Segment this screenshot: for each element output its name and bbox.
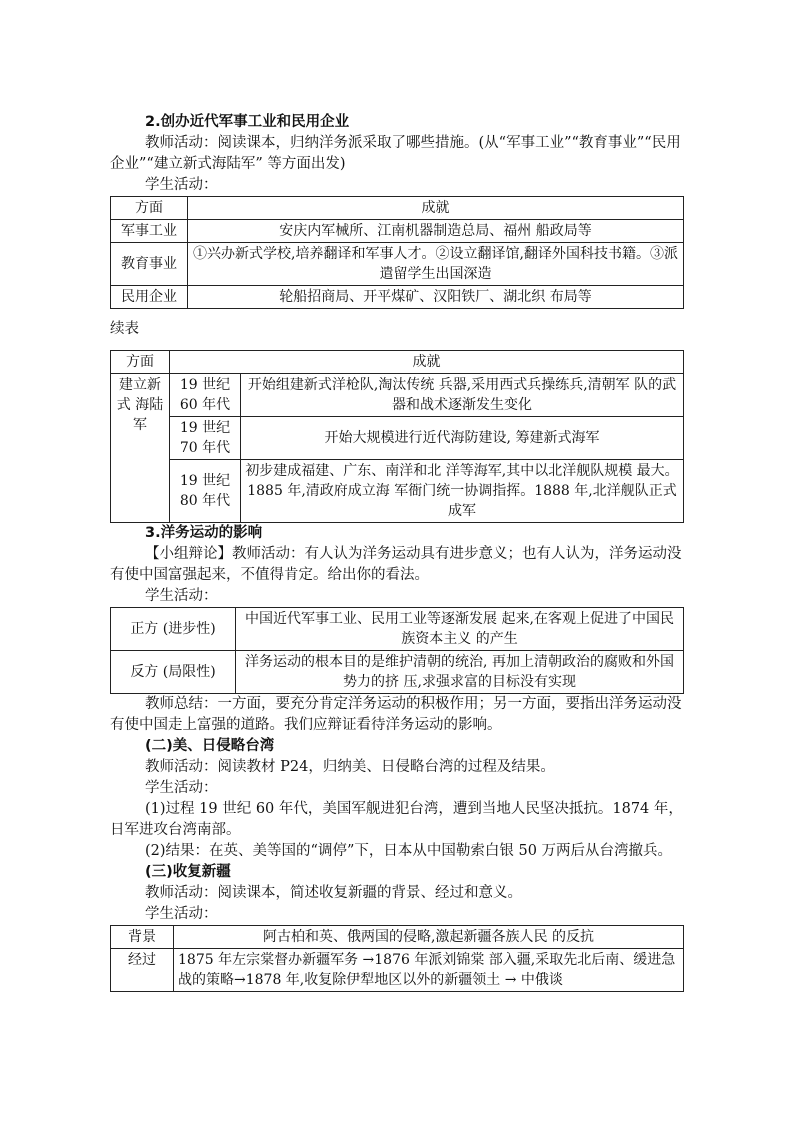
teacher-activity: 教师活动：阅读课本，归纳洋务派采取了哪些措施。(从“军事工业”“教育事业”“民用企业”“建立新式海陆军” 等方面出发): [110, 135, 681, 172]
period-cell: 19 世纪 60 年代: [170, 374, 241, 417]
continued-table: [110, 350, 684, 523]
achievement-cell: 初步建成福建、广东、南洋和北 洋等海军,其中以北洋舰队规模 最大。1885 年,清政府成立海 军衙门统一协调指挥。1888 年,北洋舰队正式成军: [241, 460, 684, 523]
side-cell: 正方 (进步性): [111, 608, 236, 651]
debate-table: [110, 607, 684, 694]
continued-label: 续表: [110, 321, 139, 337]
achievement-cell: 安庆内军械所、江南机器制造总局、福州 船政局等: [188, 220, 684, 243]
table-row: [111, 949, 684, 992]
achievement-cell: 开始大规模进行近代海防建设, 筹建新式海军: [241, 417, 684, 460]
content-cell: 1875 年左宗棠督办新疆军务 →1876 年派刘锦棠 部入疆,采取先北后南、缓进急战的策略→1878 年,收复除伊犁地区以外的新疆领土 → 中俄谈: [174, 949, 684, 992]
achievement-cell: 开始组建新式洋枪队,淘汰传统 兵器,采用西式兵操练兵,清朝军 队的武器和战术逐渐发生变化: [241, 374, 684, 417]
label-cell: 经过: [111, 949, 174, 992]
teacher-activity: 教师活动：阅读课本，简述收复新疆的背景、经过和意义。: [145, 885, 522, 901]
teacher-activity: 教师活动：阅读教材 P24，归纳美、日侵略台湾的过程及结果。: [145, 759, 555, 775]
table-row: [111, 243, 684, 286]
aspect-cell: 军事工业: [111, 220, 188, 243]
header-cell: 成就: [188, 197, 684, 220]
achievement-cell: ①兴办新式学校,培养翻译和军事人才。②设立翻译馆,翻译外国科技书籍。③派 遣留学生出国深造: [188, 243, 684, 286]
table-header-row: [111, 351, 684, 374]
table-row: [111, 286, 684, 309]
side-cell: 反方 (局限性): [111, 651, 236, 694]
header-cell: 方面: [111, 351, 170, 374]
table-row: [111, 417, 684, 460]
table-header-row: [111, 197, 684, 220]
section-heading-influence: 3.洋务运动的影响: [145, 525, 263, 541]
table-row: [111, 374, 684, 417]
header-cell: 方面: [111, 197, 188, 220]
header-cell: 成就: [170, 351, 684, 374]
table-row: [111, 926, 684, 949]
content-cell: 阿古柏和英、俄两国的侵略,激起新疆各族人民 的反抗: [174, 926, 684, 949]
student-activity-label: 学生活动：: [145, 906, 218, 922]
group-debate: 【小组辩论】教师活动：有人认为洋务运动具有进步意义；也有人认为，洋务运动没有使中国富强起来，不值得肯定。给出你的看法。: [110, 546, 682, 583]
aspect-cell: 建立新式 海陆军: [111, 374, 170, 523]
process-paragraph: (1)过程 19 世纪 60 年代，美国军舰进犯台湾，遭到当地人民坚决抵抗。1874 年，日军进攻台湾南部。: [110, 801, 683, 838]
teacher-summary: 教师总结：一方面，要充分肯定洋务运动的积极作用；另一方面，要指出洋务运动没有使中国走上富强的道路。我们应辩证看待洋务运动的影响。: [110, 696, 682, 733]
argument-cell: 中国近代军事工业、民用工业等逐渐发展 起来,在客观上促进了中国民族资本主义 的产生: [236, 608, 684, 651]
student-activity-label: 学生活动：: [145, 588, 218, 604]
table-row: [111, 608, 684, 651]
student-activity-label: 学生活动：: [145, 177, 218, 193]
achievement-cell: 轮船招商局、开平煤矿、汉阳铁厂、湖北织 布局等: [188, 286, 684, 309]
result-paragraph: (2)结果：在英、美等国的“调停”下，日本从中国勒索白银 50 万两后从台湾撤兵。: [145, 843, 673, 859]
measures-table: [110, 196, 684, 309]
table-row: [111, 220, 684, 243]
period-cell: 19 世纪 80 年代: [170, 460, 241, 523]
period-cell: 19 世纪 70 年代: [170, 417, 241, 460]
section-heading-industry: 2.创办近代军事工业和民用企业: [145, 114, 350, 130]
document-page: [110, 112, 686, 992]
aspect-cell: 教育事业: [111, 243, 188, 286]
argument-cell: 洋务运动的根本目的是维护清朝的统治, 再加上清朝政治的腐败和外国势力的挤 压,求强求富的目标没有实现: [236, 651, 684, 694]
table-row: [111, 460, 684, 523]
student-activity-label: 学生活动：: [145, 780, 218, 796]
section-heading-xinjiang: (三)收复新疆: [145, 864, 231, 880]
section-heading-taiwan: (二)美、日侵略台湾: [145, 738, 275, 754]
xinjiang-table: [110, 925, 684, 992]
aspect-cell: 民用企业: [111, 286, 188, 309]
label-cell: 背景: [111, 926, 174, 949]
table-row: [111, 651, 684, 694]
